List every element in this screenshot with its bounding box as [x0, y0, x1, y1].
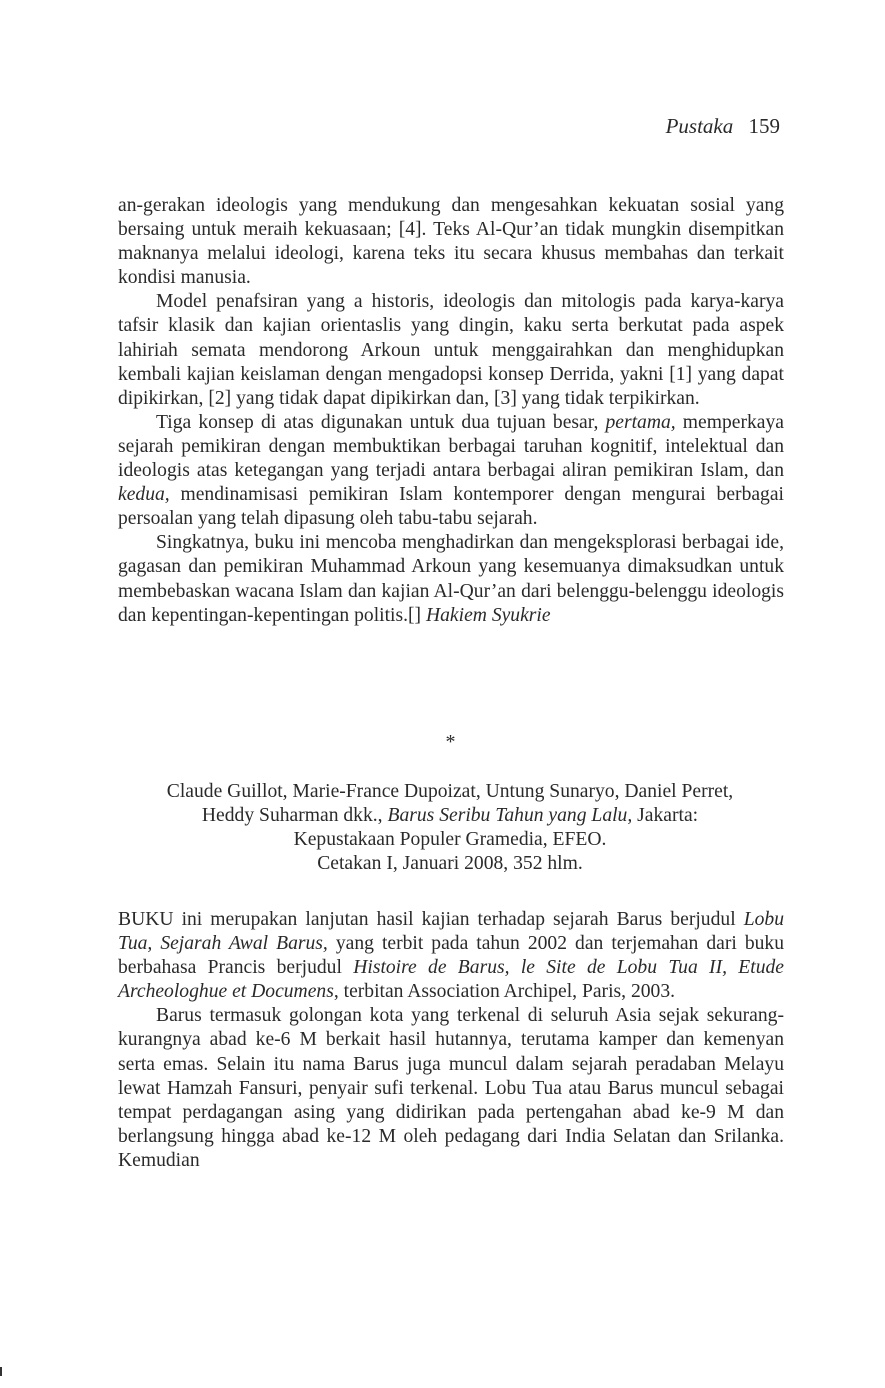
- emphasis-kedua: kedua,: [118, 484, 170, 506]
- bib-line-2: [100, 804, 800, 828]
- bib-edition: Cetakan I, Januari 2008, 352 hlm.: [317, 853, 583, 874]
- margin-mark: [0, 1367, 2, 1376]
- text-run: Tiga konsep di atas digunakan untuk dua tujuan besar,: [156, 411, 606, 433]
- review-1-paragraph: [118, 411, 784, 531]
- review-2-body: [118, 908, 784, 1173]
- bib-publisher: Kepustakaan Populer Gramedia, EFEO.: [293, 829, 607, 850]
- review-1-body: [118, 194, 784, 628]
- reviewer-name: Hakiem Syukrie: [425, 604, 551, 626]
- page-number: 159: [748, 114, 780, 138]
- review-1-paragraph: an-gerakan ideologis yang mendukung dan mengesahkan kekuatan sosial yang bersaing untuk meraih kekuasaan; [4]. Teks Al-Qur’an tidak mungkin disempitkan maknanya melalui ideologi, karena teks itu secara khusus membahas dan terkait kondisi manusia.: [118, 195, 784, 289]
- book-title: Barus Seribu Tahun yang Lalu,: [387, 805, 633, 826]
- review-2-paragraph: [118, 908, 784, 1004]
- text-run: yang terbit pada tahun 2002 dan terjemahan dari buku berbahasa Prancis berjudul: [118, 933, 785, 979]
- text-run: , terbitan Association Archipel, Paris, 2003.: [333, 981, 676, 1003]
- text-run: Jakarta:: [632, 805, 699, 826]
- running-head: [666, 114, 780, 139]
- bib-authors: Claude Guillot, Marie-France Dupoizat, Untung Sunaryo, Daniel Perret,: [166, 781, 734, 802]
- book-title-lobu-tua: Lobu Tua, Sejarah Awal Barus,: [118, 909, 784, 955]
- bibliographic-entry: [100, 780, 800, 876]
- emphasis-pertama: pertama,: [605, 411, 676, 433]
- text-run: Singkatnya, buku ini mencoba menghadirkan dan mengeksplorasi berbagai ide, gagasan dan pemikiran Muhammad Arkoun yang kesemuanya dimaksudkan untuk membebaskan wacana Islam dan kajian Al-Qur’an dari belenggu-belenggu ideologis dan kepentingan-kepentingan politis.[]: [118, 532, 784, 626]
- book-title-histoire: Histoire de Barus, le Site de Lobu Tua II, Etude Archeologhue et Documens: [118, 957, 784, 1003]
- review-1-paragraph: [118, 531, 784, 627]
- text-run: BUKU ini merupakan lanjutan hasil kajian terhadap sejarah Barus berjudul: [118, 909, 744, 930]
- review-1-paragraph: Model penafsiran yang a historis, ideologis dan mitologis pada karya-karya tafsir klasik dan kajian orientaslis yang dingin, kaku serta berkutat pada aspek lahiriah semata mendorong Arkoun untuk menggairahkan dan menghidupkan kembali kajian keislaman dengan mengadopsi konsep Derrida, yakni [1] yang dapat dipikirkan, [2] yang tidak dapat dipikirkan dan, [3] yang tidak terpikirkan.: [118, 291, 784, 409]
- text-run: memperkaya sejarah pemikiran dengan membuktikan berbagai taruhan kognitif, intelektual dan ideologis atas ketegangan yang terjadi antara berbagai aliran pemikiran Islam, dan: [118, 411, 784, 482]
- review-2-paragraph: Barus termasuk golongan kota yang terkenal di seluruh Asia sejak sekurang-kurangnya abad ke-6 M berkait hasil hutannya, terutama kamper dan kemenyan serta emas. Selain itu nama Barus juga muncul dalam sejarah peradaban Melayu lewat Hamzah Fansuri, penyair sufi terkenal. Lobu Tua atau Barus muncul sebagai tempat perdagangan asing yang didirikan pada pertengahan abad ke-9 M dan berlangsung hingga abad ke-12 M oleh pedagang dari India Selatan dan Srilanka. Kemudian: [118, 1005, 784, 1171]
- section-separator: *: [445, 731, 456, 753]
- text-run: mendinamisasi pemikiran Islam kontemporer dengan mengurai berbagai persoalan yang telah dipasung oleh tabu-tabu sejarah.: [118, 484, 784, 530]
- text-run: Heddy Suharman dkk.,: [201, 805, 388, 826]
- running-head-section: Pustaka: [665, 114, 734, 138]
